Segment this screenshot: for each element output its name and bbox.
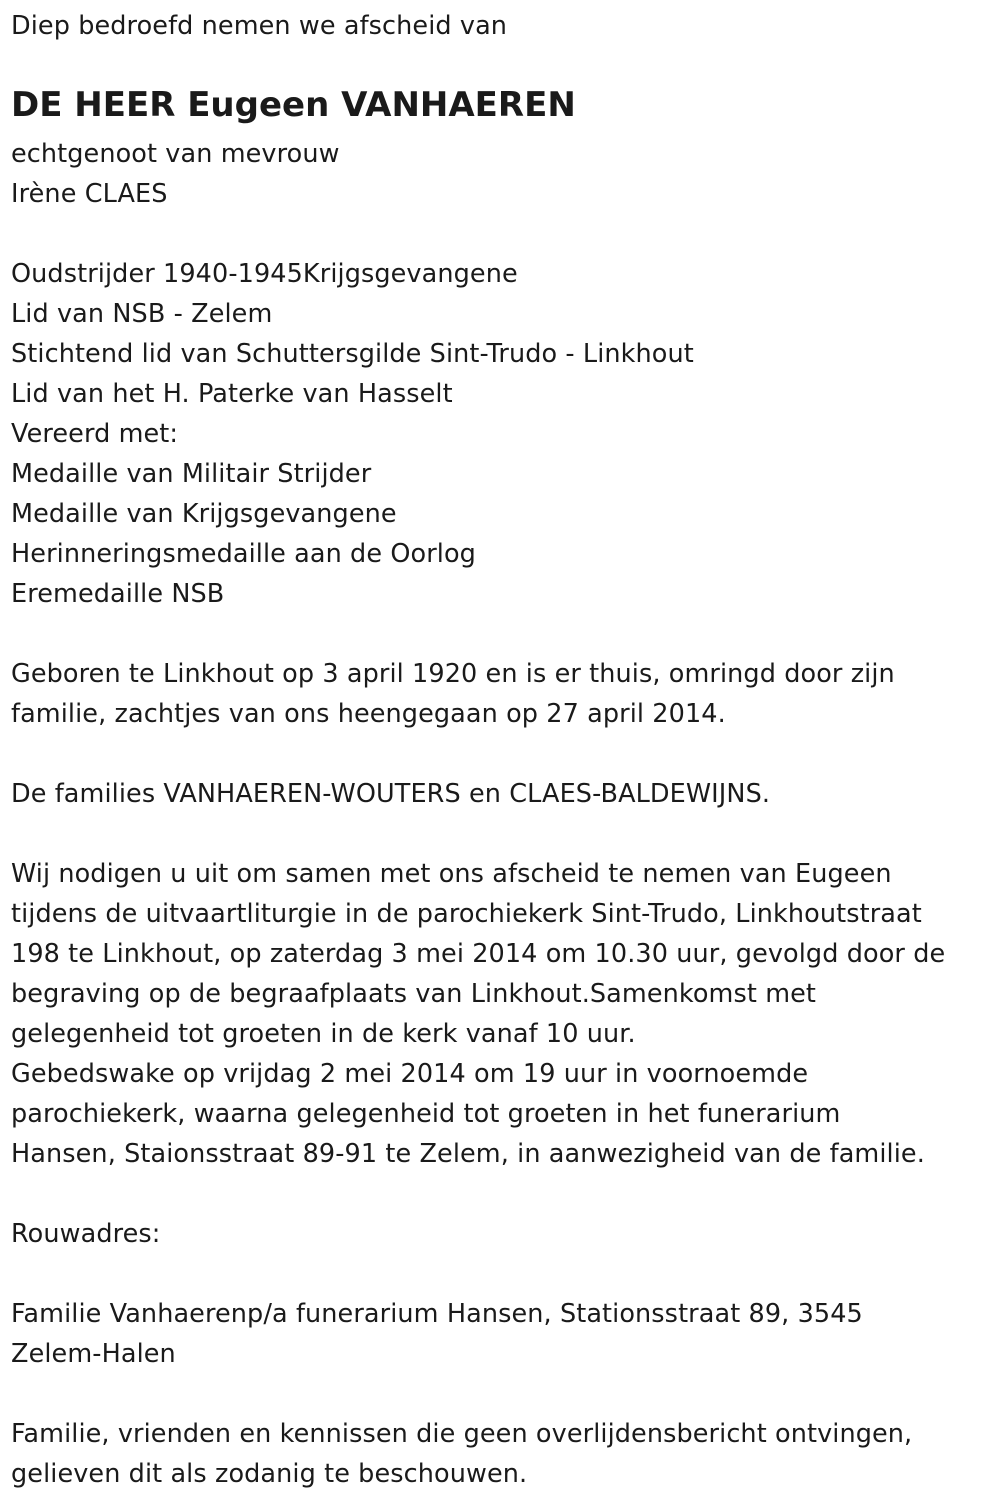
paragraph-line: tijdens de uitvaartliturgie in de parochiekerk Sint-Trudo, Linkhoutstraat: [11, 899, 922, 929]
title-item: Medaille van Militair Strijder: [11, 459, 372, 489]
spacer: [11, 1174, 986, 1214]
paragraph-line: familie, zachtjes van ons heengegaan op 27 april 2014.: [11, 699, 726, 729]
families-line: De families VANHAEREN-WOUTERS en CLAES-BALDEWIJNS.: [11, 779, 771, 809]
address-label: Rouwadres:: [11, 1219, 161, 1249]
paragraph-line: begraving op de begraafplaats van Linkhout.Samenkomst met: [11, 979, 817, 1009]
title-item: Lid van het H. Paterke van Hasselt: [11, 379, 453, 409]
paragraph-line: Geboren te Linkhout op 3 april 1920 en is er thuis, omringd door zijn: [11, 659, 895, 689]
paragraph-line: Familie, vrienden en kennissen die geen overlijdensbericht ontvingen,: [11, 1419, 913, 1449]
title-item: Lid van NSB - Zelem: [11, 299, 273, 329]
spacer: [11, 1254, 986, 1294]
title-item: Vereerd met:: [11, 419, 179, 449]
spouse-name: Irène CLAES: [11, 179, 168, 209]
spouse-line: echtgenoot van mevrouw: [11, 139, 340, 169]
address-line: Familie Vanhaerenp/a funerarium Hansen, Stationsstraat 89, 3545: [11, 1299, 863, 1329]
birth-death-paragraph: [11, 654, 986, 734]
ceremony-paragraph: [11, 854, 986, 1174]
deceased-name: DE HEER Eugeen VANHAEREN: [11, 85, 576, 125]
title-item: Stichtend lid van Schuttersgilde Sint-Trudo - Linkhout: [11, 339, 694, 369]
title-item: Medaille van Krijgsgevangene: [11, 499, 397, 529]
spacer: [11, 214, 986, 254]
death-notice: [11, 6, 986, 1494]
title-item: Oudstrijder 1940-1945Krijgsgevangene: [11, 259, 518, 289]
paragraph-line: 198 te Linkhout, op zaterdag 3 mei 2014 om 10.30 uur, gevolgd door de: [11, 939, 946, 969]
titles-list: [11, 254, 986, 614]
closing-paragraph: [11, 1414, 986, 1494]
title-item: Eremedaille NSB: [11, 579, 225, 609]
spacer: [11, 614, 986, 654]
spacer: [11, 1374, 986, 1414]
paragraph-line: gelieven dit als zodanig te beschouwen.: [11, 1459, 528, 1489]
paragraph-line: Wij nodigen u uit om samen met ons afscheid te nemen van Eugeen: [11, 859, 892, 889]
paragraph-line: Gebedswake op vrijdag 2 mei 2014 om 19 uur in voornoemde: [11, 1059, 809, 1089]
spacer: [11, 734, 986, 774]
title-item: Herinneringsmedaille aan de Oorlog: [11, 539, 476, 569]
spacer: [11, 814, 986, 854]
paragraph-line: parochiekerk, waarna gelegenheid tot groeten in het funerarium: [11, 1099, 841, 1129]
paragraph-line: gelegenheid tot groeten in de kerk vanaf 10 uur.: [11, 1019, 636, 1049]
address-line: Zelem-Halen: [11, 1339, 176, 1369]
address-block: [11, 1294, 986, 1374]
paragraph-line: Hansen, Staionsstraat 89-91 te Zelem, in aanwezigheid van de familie.: [11, 1139, 925, 1169]
intro-text: Diep bedroefd nemen we afscheid van: [11, 11, 508, 41]
